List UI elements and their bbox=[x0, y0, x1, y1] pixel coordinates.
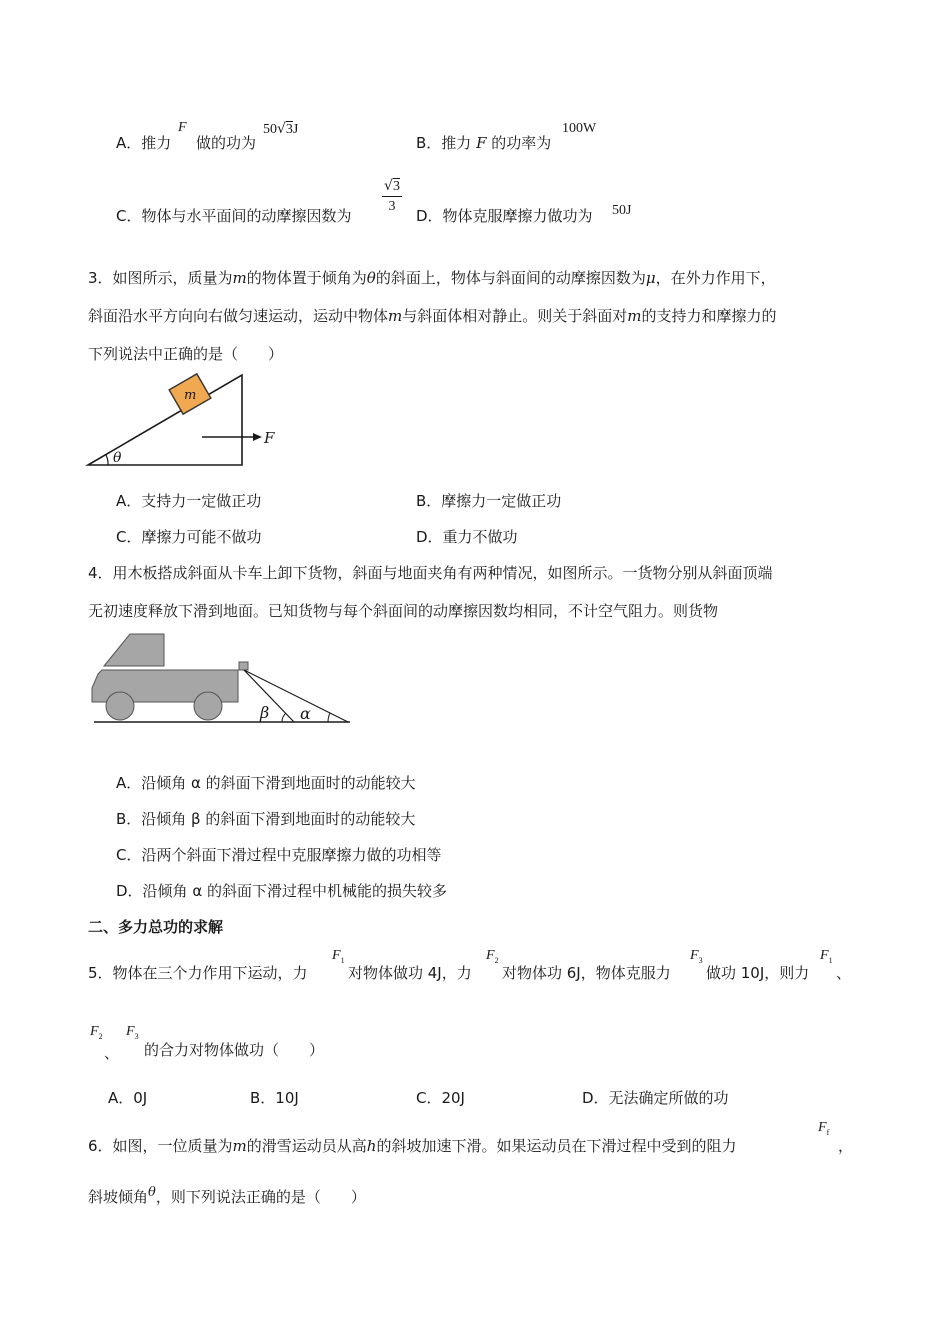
q2-option-a-mid: 做的功为 bbox=[196, 134, 257, 152]
force-index: 1 bbox=[828, 956, 833, 965]
q3-text: 与斜面体相对静止。则关于斜面对 bbox=[402, 307, 628, 325]
force-index: 3 bbox=[134, 1032, 139, 1041]
truck-cab bbox=[104, 634, 164, 666]
q3-stem-line2 bbox=[88, 305, 777, 326]
q5-text-3: 对物体功 6J，物体克服力 bbox=[502, 964, 671, 982]
q6-text: 6．如图，一位质量为 bbox=[88, 1137, 233, 1155]
force-index: 2 bbox=[494, 956, 499, 965]
force-letter: F bbox=[126, 1024, 135, 1039]
mass-symbol: m bbox=[232, 269, 247, 287]
mass-symbol: m bbox=[232, 1137, 247, 1155]
q2-a-value-num: 50 bbox=[263, 122, 277, 137]
angle-alpha-label: α bbox=[300, 704, 311, 723]
force-f1-symbol bbox=[332, 948, 345, 964]
sqrt-symbol: √ bbox=[384, 178, 393, 194]
section-2-heading: 二、多力总功的求解 bbox=[88, 918, 224, 936]
force-f2-symbol bbox=[486, 948, 499, 964]
force-index: 2 bbox=[98, 1032, 103, 1041]
q4-truck-figure bbox=[88, 630, 363, 730]
q5-option-b[interactable]: B．10J bbox=[250, 1089, 299, 1107]
mass-symbol: m bbox=[627, 307, 642, 325]
theta-symbol: θ bbox=[148, 1185, 156, 1200]
q3-text: 的物体置于倾角为 bbox=[246, 269, 367, 287]
mu-symbol: μ bbox=[645, 269, 656, 287]
fraction-numerator bbox=[380, 178, 404, 195]
block-m-label: m bbox=[184, 388, 197, 403]
angle-beta-arc bbox=[282, 713, 286, 722]
q5-text-2: 对物体做功 4J，力 bbox=[348, 964, 472, 982]
q3-text: ，在外力作用下， bbox=[655, 269, 776, 287]
q3-option-c[interactable]: C．摩擦力可能不做功 bbox=[116, 528, 262, 546]
force-index: 3 bbox=[698, 956, 703, 965]
angle-beta-label: β bbox=[260, 703, 270, 722]
q4-option-d[interactable]: D．沿倾角 α 的斜面下滑过程中机械能的损失较多 bbox=[116, 882, 447, 900]
q6-text: 的滑雪运动员从高 bbox=[246, 1137, 367, 1155]
q6-text: 的斜坡加速下滑。如果运动员在下滑过程中受到的阻力 bbox=[376, 1137, 737, 1155]
truck-tailgate bbox=[239, 662, 248, 670]
q3-option-d[interactable]: D．重力不做功 bbox=[416, 528, 518, 546]
q6-text-comma: ， bbox=[838, 1137, 854, 1155]
force-subscript: f bbox=[826, 1128, 830, 1137]
q6-stem-line1 bbox=[88, 1135, 736, 1156]
force-letter: F bbox=[90, 1024, 99, 1039]
q4-option-b[interactable]: B．沿倾角 β 的斜面下滑到地面时的动能较大 bbox=[116, 810, 416, 828]
force-symbol-f: F bbox=[178, 120, 187, 135]
q4-stem-line1: 4．用木板搭成斜面从卡车上卸下货物，斜面与地面夹角有两种情况，如图所示。一货物分别从斜面顶端 bbox=[88, 564, 773, 582]
q2-option-d-value: 50J bbox=[612, 203, 632, 218]
q2-option-c-fraction bbox=[380, 178, 404, 215]
fraction-bar bbox=[382, 196, 402, 197]
friction-force-symbol bbox=[818, 1120, 829, 1136]
fraction-num-rad: 3 bbox=[392, 179, 400, 194]
q5-text-5: 、 bbox=[836, 964, 852, 982]
q3-text: 斜面沿水平方向向右做匀速运动，运动中物体 bbox=[88, 307, 389, 325]
force-letter: F bbox=[818, 1120, 827, 1135]
q5-option-c[interactable]: C．20J bbox=[416, 1089, 465, 1107]
q2-option-b-force: F bbox=[476, 134, 487, 152]
truck-wheel-rear bbox=[106, 692, 134, 720]
angle-theta-label: θ bbox=[113, 450, 122, 466]
q4-option-c[interactable]: C．沿两个斜面下滑过程中克服摩擦力做的功相等 bbox=[116, 846, 442, 864]
q2-option-b-mid: 的功率为 bbox=[491, 134, 552, 152]
q2-a-value-unit: J bbox=[292, 122, 299, 137]
force-f1-symbol-b bbox=[820, 948, 833, 964]
force-f3-symbol bbox=[690, 948, 703, 964]
theta-symbol: θ bbox=[366, 269, 376, 287]
q3-option-b[interactable]: B．摩擦力一定做正功 bbox=[416, 492, 562, 510]
force-letter: F bbox=[690, 948, 699, 963]
q2-option-b-value: 100W bbox=[562, 121, 597, 136]
q2-option-a[interactable] bbox=[116, 132, 171, 153]
q4-stem-line2: 无初速度释放下滑到地面。已知货物与每个斜面间的动摩擦因数均相同，不计空气阻力。则货物 bbox=[88, 602, 719, 620]
q2-a-value-rad: 3 bbox=[285, 122, 293, 137]
q5-text-7: 的合力对物体做功（ ） bbox=[144, 1041, 325, 1059]
q3-option-a[interactable]: A．支持力一定做正功 bbox=[116, 492, 262, 510]
q2-option-a-prefix: A．推力 bbox=[116, 134, 172, 152]
height-symbol: h bbox=[366, 1137, 377, 1155]
force-letter: F bbox=[486, 948, 495, 963]
sqrt-symbol: √ bbox=[277, 121, 286, 137]
q2-option-b-prefix: B．推力 bbox=[416, 134, 472, 152]
truck-wheel-front bbox=[194, 692, 222, 720]
q3-incline-figure bbox=[82, 370, 282, 470]
force-label: F bbox=[264, 429, 275, 447]
force-index: 1 bbox=[340, 956, 345, 965]
q3-text: 3．如图所示，质量为 bbox=[88, 269, 233, 287]
force-f3-symbol-b bbox=[126, 1024, 139, 1040]
q5-text-4: 做功 10J，则力 bbox=[706, 964, 810, 982]
q3-text: 的支持力和摩擦力的 bbox=[641, 307, 777, 325]
q2-option-a-value bbox=[263, 121, 298, 138]
force-f2-symbol-b bbox=[90, 1024, 103, 1040]
angle-alpha-arc bbox=[328, 713, 330, 722]
force-arrow-head bbox=[253, 433, 262, 441]
force-letter: F bbox=[820, 948, 829, 963]
q6-text: 斜坡倾角 bbox=[88, 1188, 149, 1206]
mass-symbol: m bbox=[388, 307, 403, 325]
q5-option-a[interactable]: A．0J bbox=[108, 1089, 148, 1107]
angle-arc bbox=[106, 455, 108, 465]
force-letter: F bbox=[332, 948, 341, 963]
q3-text: 的斜面上，物体与斜面间的动摩擦因数为 bbox=[375, 269, 646, 287]
q2-option-b[interactable] bbox=[416, 132, 551, 153]
fraction-denominator: 3 bbox=[388, 199, 396, 214]
q6-text: ，则下列说法正确的是（ ） bbox=[155, 1188, 366, 1206]
q5-option-d[interactable]: D．无法确定所做的功 bbox=[582, 1089, 729, 1107]
q2-option-d[interactable]: D．物体克服摩擦力做功为 bbox=[416, 207, 593, 225]
q5-text-6: 、 bbox=[104, 1044, 120, 1062]
incline-triangle bbox=[88, 375, 242, 465]
q3-stem-line1 bbox=[88, 267, 776, 288]
q6-stem-line2 bbox=[88, 1186, 366, 1207]
q5-text-1: 5．物体在三个力作用下运动，力 bbox=[88, 964, 308, 982]
q3-stem-line3: 下列说法中正确的是（ ） bbox=[88, 345, 284, 363]
q2-option-c[interactable]: C．物体与水平面间的动摩擦因数为 bbox=[116, 207, 352, 225]
q4-option-a[interactable]: A．沿倾角 α 的斜面下滑到地面时的动能较大 bbox=[116, 774, 416, 792]
